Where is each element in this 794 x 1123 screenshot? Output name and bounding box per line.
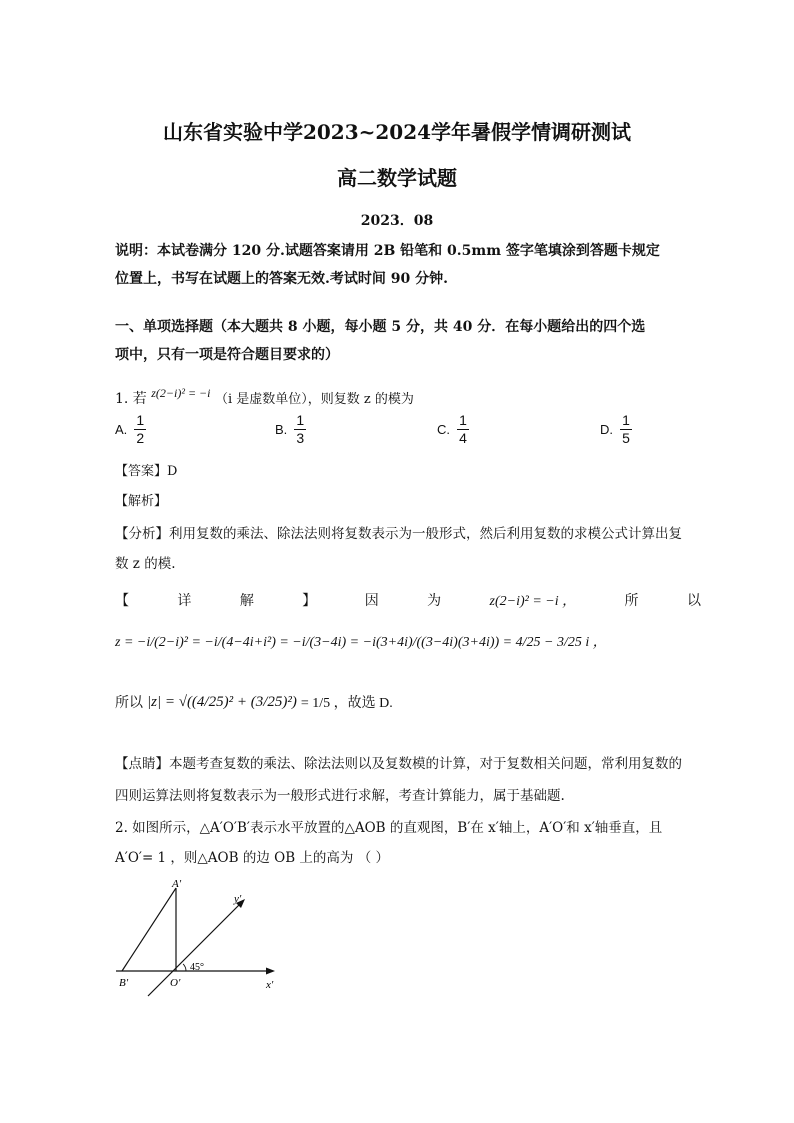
detail-word: 以: [686, 593, 701, 609]
option-b: [275, 412, 308, 447]
label-a: A′: [172, 878, 182, 890]
option-d-den: 5: [622, 430, 630, 446]
option-c-den: 4: [459, 430, 467, 446]
option-a: [115, 412, 148, 447]
option-a-label: A.: [115, 422, 128, 437]
detail-word: 因: [364, 593, 379, 609]
q1-prefix: 1. 若: [115, 391, 147, 407]
label-x: x′: [266, 979, 274, 991]
q1-fenxi-line2: 数 z 的模.: [115, 556, 176, 572]
q1-stem: [115, 388, 414, 408]
label-angle: 45°: [190, 962, 204, 973]
q1-equation: z(2−i)² = −i: [151, 386, 211, 400]
option-d: [600, 412, 634, 447]
detail-word: 】: [302, 593, 317, 609]
option-b-den: 3: [296, 430, 305, 446]
x-axis-arrow-icon: [266, 968, 275, 975]
exam-title: 山东省实验中学2023~2024学年暑假学情调研测试: [162, 120, 632, 144]
option-a-den: 2: [136, 430, 145, 446]
section-heading-line2: 项中，只有一项是符合题目要求的）: [115, 347, 339, 363]
option-a-num: 1: [136, 412, 145, 428]
detail-word: 解: [239, 593, 254, 609]
angle-arc: [183, 964, 186, 971]
q1-note: （i 是虚数单位），则复数 z 的模为: [214, 392, 414, 407]
q1-analysis-head: 【解析】: [115, 494, 168, 509]
label-y: y′: [234, 893, 242, 905]
segment-ab: [122, 888, 176, 971]
option-c-label: C.: [437, 422, 450, 437]
label-o: O′: [170, 977, 181, 989]
option-b-label: B.: [275, 422, 288, 437]
option-c-num: 1: [459, 412, 467, 428]
q1-dianjing-line1: 【点睛】本题考查复数的乘法、除法法则以及复数模的计算，对于复数相关问题，常利用复数的: [115, 756, 682, 772]
q1-modulus-line: [115, 692, 393, 712]
q1-dianjing-line2: 四则运算法则将复数表示为一般形式进行求解，考查计算能力，属于基础题.: [115, 788, 565, 804]
exam-date: 2023．08: [360, 213, 434, 229]
detail-equation: z(2−i)² = −i ，: [489, 594, 577, 609]
q1-modulus-prefix: 所以: [115, 695, 143, 711]
q1-detail-line: [115, 590, 701, 610]
q1-fenxi-line1: 【分析】利用复数的乘法、除法法则将复数表示为一般形式，然后利用复数的求模公式计算出复: [115, 526, 682, 542]
q1-answer: 【答案】D: [115, 464, 178, 479]
q2-figure: [110, 870, 290, 1005]
label-b: B′: [119, 977, 129, 989]
instructions-line2: 位置上，书写在试题上的答案无效.考试时间 90 分钟.: [115, 271, 448, 287]
option-b-num: 1: [296, 412, 305, 428]
detail-word: 【: [115, 593, 129, 609]
section-heading-line1: 一、单项选择题（本大题共 8 小题，每小题 5 分，共 40 分．在每小题给出的四个选: [115, 319, 646, 335]
detail-word: 所: [624, 593, 639, 609]
q1-modulus-result: = 1/5 ，故选 D.: [300, 696, 393, 711]
option-c: [437, 412, 471, 447]
q2-stem-line2: A′O′= 1 ，则△AOB 的边 OB 上的高为 （ ）: [115, 850, 389, 866]
exam-subtitle: 高二数学试题: [337, 166, 457, 190]
q1-modulus-expression: |z| = √((4/25)² + (3/25)²): [147, 693, 297, 710]
y-axis: [148, 902, 242, 996]
q1-derivation: z = −i/(2−i)² = −i/(4−4i+i²) = −i/(3−4i) = −i(3+4i)/((3−4i)(3+4i)) = 4/25 − 3/25 i ，: [115, 635, 607, 650]
detail-word: 详: [177, 593, 192, 609]
q2-stem-line1: 2. 如图所示，△A′O′B′表示水平放置的△AOB 的直观图，B′在 x′轴上，A′O′和 x′轴垂直，且: [115, 820, 663, 836]
instructions-line1: 说明：本试卷满分 120 分.试题答案请用 2B 铅笔和 0.5mm 签字笔填涂到答题卡规定: [115, 243, 660, 259]
option-d-label: D.: [600, 422, 613, 437]
detail-word: 为: [427, 593, 442, 609]
option-d-num: 1: [622, 412, 630, 428]
